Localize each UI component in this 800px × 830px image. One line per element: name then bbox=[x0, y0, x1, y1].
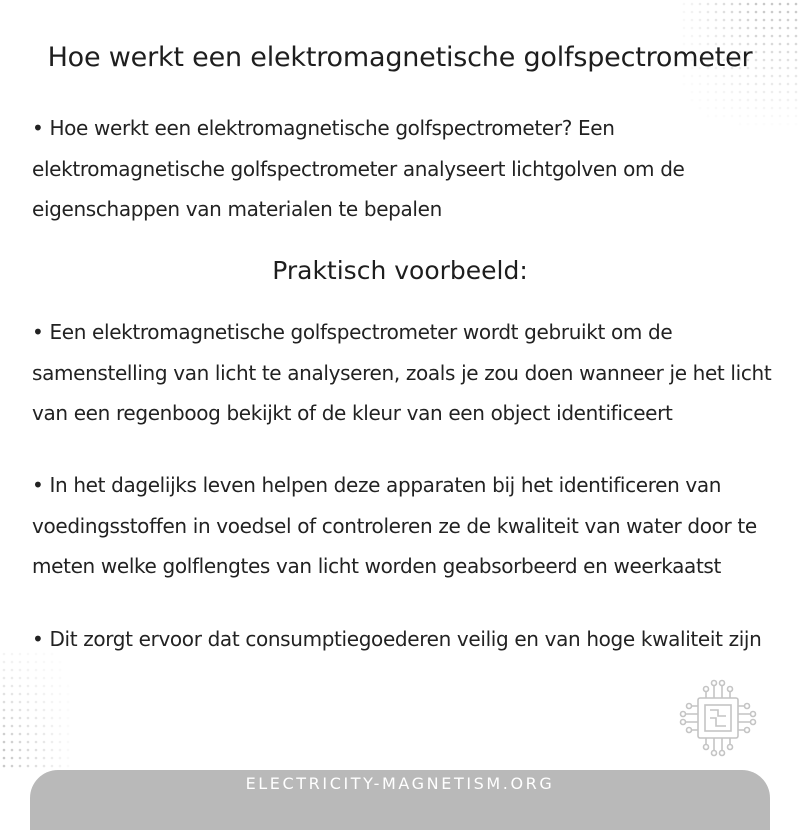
bullet-item: • Een elektromagnetische golfspectrometer wordt gebruikt om de samenstelling van licht te analyseren, zoals je zou doen wanneer je het licht van een regenboog bekijkt of de kleur van een object identificeert bbox=[32, 320, 772, 425]
intro-paragraph: • Hoe werkt een elektromagnetische golfspectrometer? Een elektromagnetische golfspectrometer analyseert lichtgolven om de eigenschappen van materialen te bepalen bbox=[32, 116, 685, 221]
circuit-chip-icon bbox=[672, 672, 764, 764]
section-title: Praktisch voorbeeld: bbox=[272, 256, 528, 285]
bullet-item: • In het dagelijks leven helpen deze apparaten bij het identificeren van voedingsstoffen in voedsel of controleren ze de kwaliteit van water door te meten welke golflengtes van licht worden geabsorbeerd en weerkaatst bbox=[32, 473, 757, 578]
page-title: Hoe werkt een elektromagnetische golfspectrometer bbox=[47, 42, 753, 73]
dot-grid-decoration-bottom-left bbox=[0, 650, 70, 770]
footer-website-label: ELECTRICITY-MAGNETISM.ORG bbox=[245, 774, 555, 793]
bullet-item: • Dit zorgt ervoor dat consumptiegoederen veilig en van hoge kwaliteit zijn bbox=[32, 627, 762, 651]
